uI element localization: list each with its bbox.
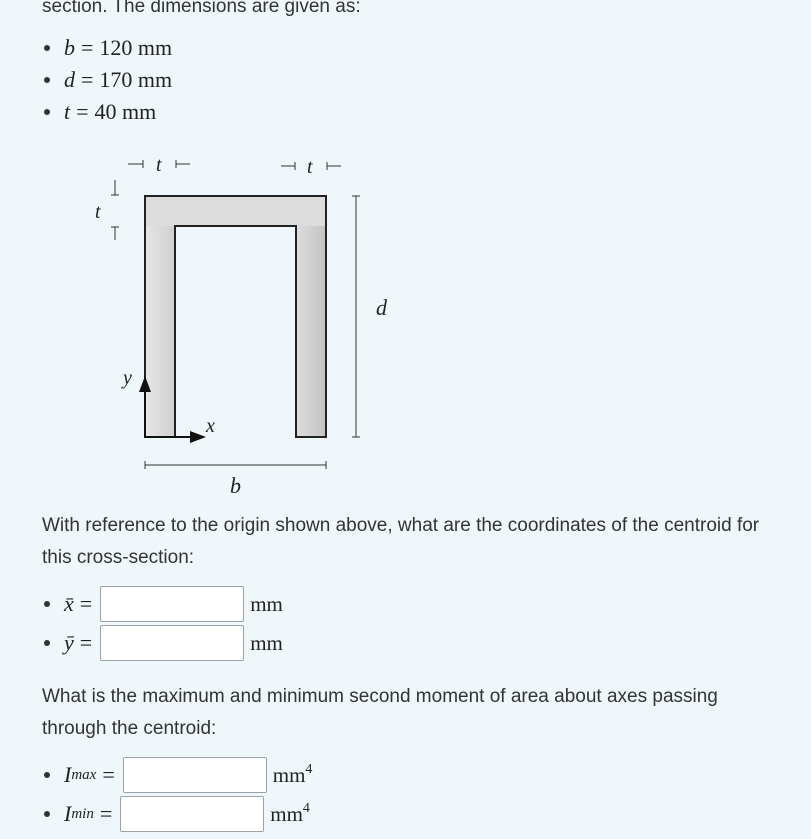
label-t-top-right: t — [307, 156, 313, 178]
xbar-input[interactable] — [100, 586, 244, 622]
imin-symbol: I — [64, 801, 72, 826]
bullet — [44, 772, 50, 778]
imin-input[interactable] — [120, 796, 264, 832]
xbar-unit: mm — [250, 591, 283, 616]
left-flange — [145, 226, 175, 437]
dim-t-side — [111, 180, 119, 240]
imax-unit — [273, 762, 313, 788]
imax-label — [64, 762, 96, 788]
input-row-ybar — [42, 623, 283, 663]
equals-sign: = — [102, 762, 115, 787]
imax-subscript: max — [71, 766, 97, 783]
bullet — [44, 640, 50, 646]
question-centroid: With reference to the origin shown above, what are the coordinates of the centroid for this cross-section: — [42, 515, 760, 568]
dimension-value: 120 mm — [99, 35, 173, 60]
bullet — [44, 811, 50, 817]
dimension-var: t — [64, 99, 71, 124]
input-row-xbar — [42, 584, 283, 624]
imin-unit-base: mm — [270, 802, 303, 826]
imin-unit — [270, 801, 310, 827]
dim-b — [145, 461, 326, 469]
imax-unit-base: mm — [272, 763, 306, 787]
question-moment: What is the maximum and minimum second moment of area about axes passing through the centroid: — [42, 686, 718, 739]
input-row-imax — [42, 755, 312, 795]
label-b: b — [230, 473, 241, 498]
input-row-imin — [42, 794, 310, 834]
equals-sign: = — [76, 99, 89, 124]
dimension-var: d — [64, 67, 75, 92]
imin-subscript: min — [71, 805, 94, 822]
label-y: y — [123, 367, 132, 389]
dimension-value: 170 mm — [99, 67, 173, 92]
equals-sign: = — [81, 35, 94, 60]
imin-unit-exp: 4 — [302, 801, 310, 816]
bullet — [44, 601, 50, 607]
intro-text: section. The dimensions are given as: — [42, 0, 361, 17]
equals-sign: = — [79, 630, 93, 655]
ybar-input[interactable] — [100, 625, 244, 661]
xbar-label: x̄ — [64, 591, 74, 616]
label-t-side: t — [95, 201, 101, 223]
equals-sign: = — [99, 801, 113, 826]
equals-sign: = — [81, 67, 94, 92]
imax-input[interactable] — [123, 757, 267, 793]
imax-symbol: I — [64, 762, 72, 787]
label-t-top-left: t — [156, 154, 162, 176]
right-flange — [296, 226, 326, 437]
imin-label — [64, 801, 94, 827]
dimension-value: 40 mm — [94, 99, 157, 124]
dimension-var: b — [64, 35, 75, 60]
label-d: d — [376, 295, 387, 320]
ybar-label: ȳ — [64, 630, 74, 655]
label-x: x — [206, 415, 215, 437]
equals-sign: = — [79, 591, 93, 616]
imax-unit-exp: 4 — [305, 762, 313, 777]
dim-d — [352, 196, 360, 437]
ybar-unit: mm — [250, 630, 283, 655]
